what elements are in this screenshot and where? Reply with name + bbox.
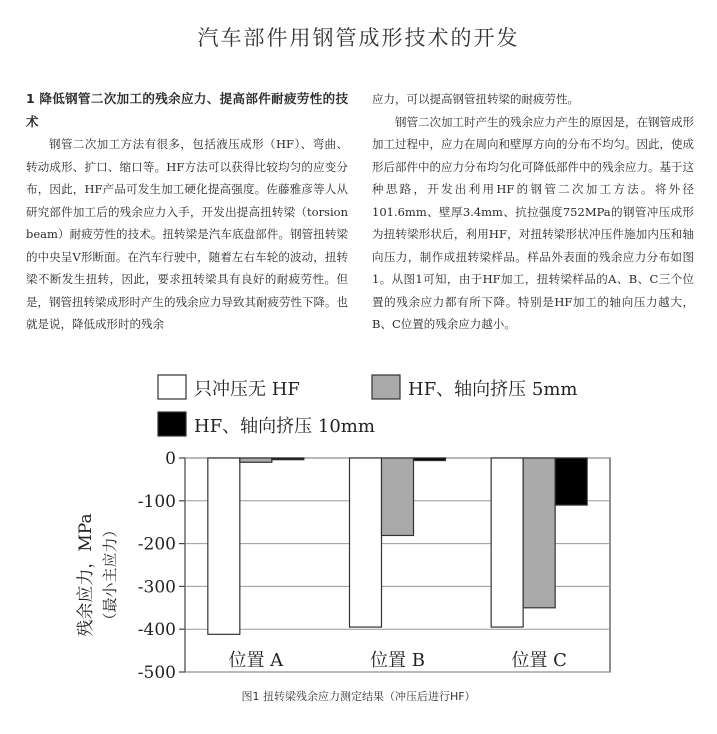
body-paragraph: 钢管二次加工方法有很多，包括液压成形（HF）、弯曲、转动成形、扩口、缩口等。HF方法可以获得比较均匀的应变分布，因此，HF产品可发生加工硬化提高强度。佐藤雅彦等人从研究部件加工后的残余应力入手，开发出提高扭转梁（torsion beam）耐疲劳性的技术。扭转梁是汽车底盘部件。钢管扭转梁的中央呈V形断面。在汽车行驶中，随着左右车轮的波动，扭转梁不断发生扭转，因此，要求扭转梁具有良好的耐疲劳性。但是，钢管扭转梁成形时产生的残余应力导致其耐疲劳性下降。也就是说，降低成形时的残余 xyxy=(26,137,348,331)
bar xyxy=(208,458,240,634)
y-tick-label: -400 xyxy=(137,620,176,641)
body-paragraph: 钢管二次加工时产生的残余应力产生的原因是，在钢管成形加工过程中，应力在周向和壁厚方向的分布不均匀。因此，使成形后部件中的应力分布均匀化可降低部件中的残余应力。基于这种思路，开发出利用HF的钢管二次加工方法。将外径101.6mm、壁厚3.4mm、抗拉强度752MPa的钢管冲压成形为扭转梁形状后，利用HF，对扭转梁形状冲压件施加内压和轴向压力，制作成扭转梁样品。样品外表面的残余应力分布如图1。从图1可知，由于HF加工，扭转梁样品的A、B、C三个位置的残余应力都有所下降。特别是HF加工的轴向压力越大，B、C位置的残余应力越小。 xyxy=(372,114,694,331)
category-label: 位置 C xyxy=(511,650,567,671)
right-column xyxy=(372,88,694,336)
legend-label: HF、轴向挤压 5mm xyxy=(408,379,578,400)
left-column xyxy=(26,88,348,336)
y-tick-label: 0 xyxy=(165,449,176,469)
bar xyxy=(272,458,304,460)
legend-swatch xyxy=(158,412,186,436)
bar xyxy=(414,458,446,461)
category-label: 位置 B xyxy=(370,650,425,671)
bar xyxy=(491,458,523,627)
legend-swatch xyxy=(372,375,400,399)
bar xyxy=(350,458,382,627)
bar xyxy=(555,458,587,505)
bar xyxy=(523,458,555,608)
y-axis-label: 残余应力，MPa xyxy=(76,513,96,637)
y-tick-label: -200 xyxy=(137,534,176,555)
bar xyxy=(382,458,414,535)
continued-paragraph: 应力，可以提高钢管扭转梁的耐疲劳性。 xyxy=(372,92,579,106)
y-tick-label: -500 xyxy=(137,663,176,683)
y-tick-label: -100 xyxy=(137,491,176,512)
legend-label: 只冲压无 HF xyxy=(194,379,300,400)
y-axis-sublabel: （最小主应力） xyxy=(101,522,119,628)
category-label: 位置 A xyxy=(228,650,284,671)
residual-stress-chart xyxy=(0,360,717,690)
section-heading: 1 降低钢管二次加工的残余应力、提高部件耐疲劳性的技术 xyxy=(26,91,348,129)
y-tick-label: -300 xyxy=(137,577,176,598)
article-title: 汽车部件用钢管成形技术的开发 xyxy=(197,26,520,50)
bar xyxy=(240,458,272,462)
legend-label: HF、轴向挤压 10mm xyxy=(194,416,375,437)
figure-caption: 图1 扭转梁残余应力测定结果（冲压后进行HF） xyxy=(241,690,476,703)
legend-swatch xyxy=(158,375,186,399)
